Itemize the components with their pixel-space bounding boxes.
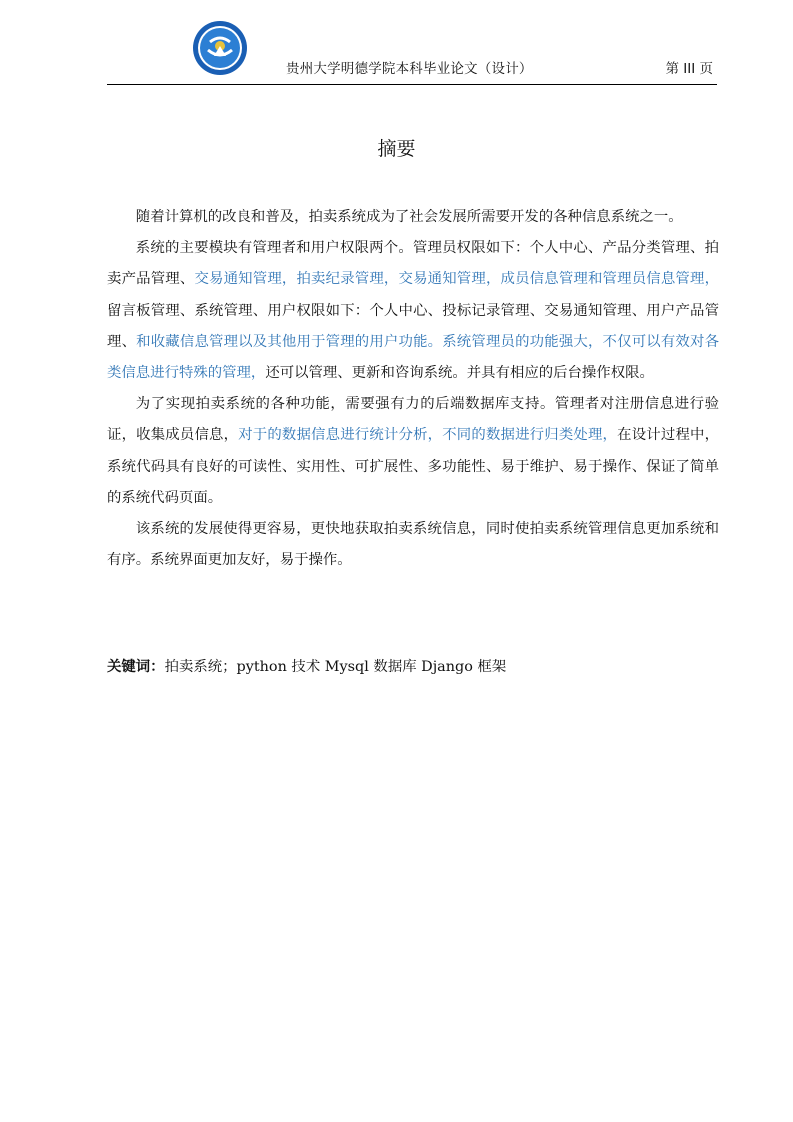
keywords-line: [107, 655, 506, 676]
abstract-paragraph-4: [107, 514, 719, 576]
header-divider: [107, 84, 717, 85]
paragraph-text: 还可以管理、更新和咨询系统。并具有相应的后台操作权限。: [265, 365, 654, 382]
paragraph-text: 该系统的发展使得更容易，更快地获取拍卖系统信息，同时使拍卖系统管理信息更加系统和有序。系统界面更加友好，易于操作。: [107, 521, 719, 569]
keywords-text: 拍卖系统；python 技术 Mysql 数据库 Django 框架: [164, 659, 507, 675]
university-emblem-icon: [192, 20, 248, 76]
highlighted-text: 交易通知管理，拍卖纪录管理，交易通知管理，成员信息管理和管理员信息管理，: [194, 271, 719, 288]
header-title: 贵州大学明德学院本科毕业论文（设计）: [286, 61, 533, 77]
paragraph-text: 随着计算机的改良和普及，拍卖系统成为了社会发展所需要开发的各种信息系统之一。: [135, 209, 683, 225]
abstract-title: 摘要: [377, 138, 416, 160]
abstract-body: [107, 202, 719, 576]
page-number: 第 III 页: [665, 61, 713, 77]
paragraph-text: 留言板管理、系统管理、用户权限如下：个人中心、投标记录管理、交易通知管理、用户产品管理、: [107, 302, 719, 350]
paragraph-text: 系统的主要模块有管理者和用户权限两个。管理员权限如下：个人中心、产品分类管理、拍卖产品管理、: [107, 240, 719, 288]
highlighted-text: 和收藏信息管理以及其他用于管理的用户功能。系统管理员的功能强大，不仅可以有效对各类信息进行特殊的管理，: [107, 333, 719, 382]
abstract-paragraph-3: [107, 389, 719, 514]
abstract-paragraph-1: [107, 202, 719, 233]
abstract-paragraph-2: [107, 233, 719, 389]
keywords-label: 关键词：: [107, 659, 165, 675]
paragraph-text: 为了实现拍卖系统的各种功能，需要强有力的后端数据库支持。管理者对注册信息进行验证，收集成员信息，: [107, 396, 719, 444]
paragraph-text: 在设计过程中，系统代码具有良好的可读性、实用性、可扩展性、多功能性、易于维护、易于操作、保证了简单的系统代码页面。: [107, 427, 719, 506]
highlighted-text: 对于的数据信息进行统计分析，不同的数据进行归类处理，: [238, 427, 618, 444]
